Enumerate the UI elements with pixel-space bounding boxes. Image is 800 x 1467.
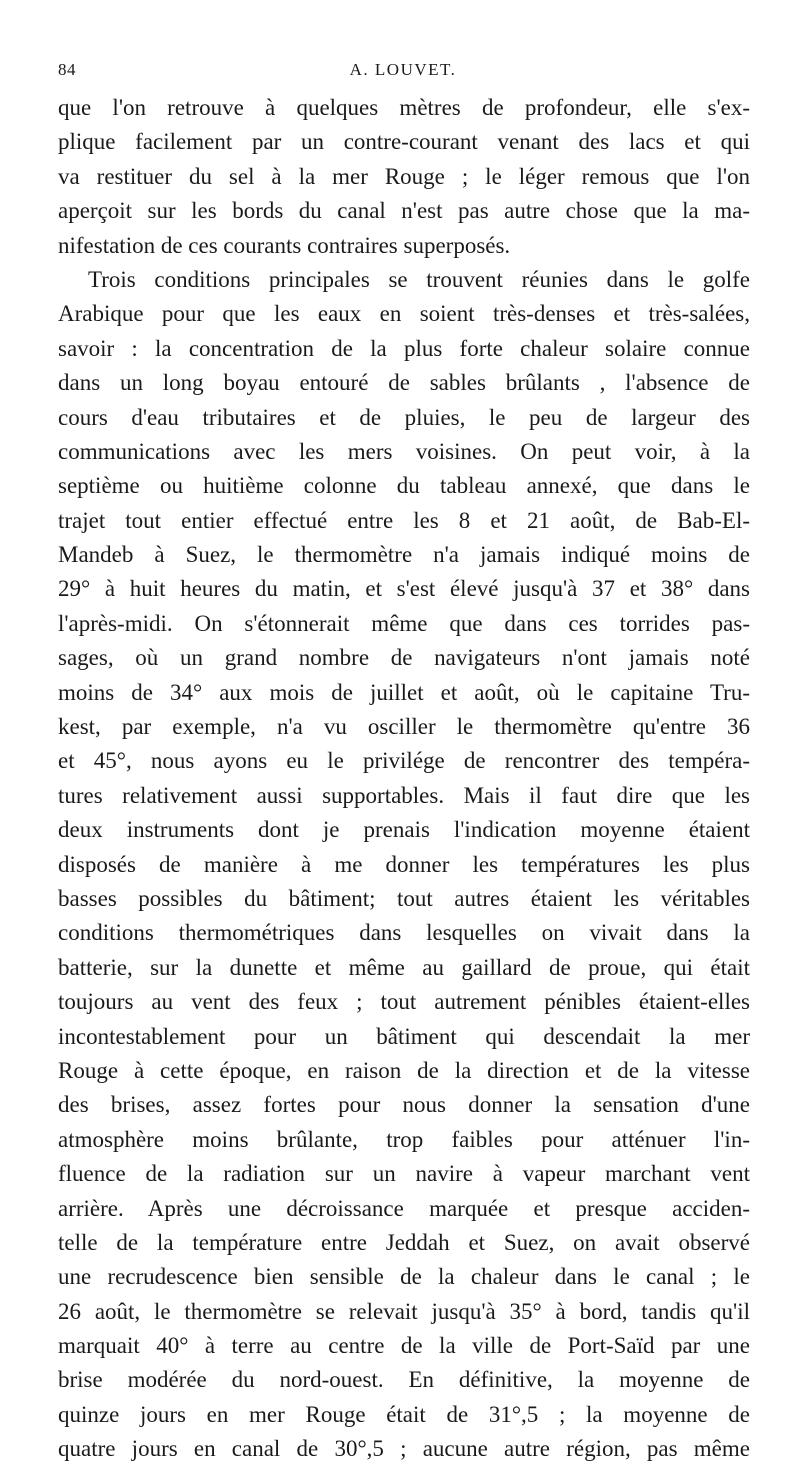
text-line: aperçoit sur les bords du canal n'est pas autre chose que la ma- — [58, 198, 750, 224]
text-line: Rouge à cette époque, en raison de la direction et de la vitesse — [58, 1057, 750, 1083]
text-line: dans un long boyau entouré de sables brûlants , l'absence de — [58, 370, 750, 396]
text-line: des brises, assez fortes pour nous donner la sensation d'une — [58, 1092, 750, 1118]
text-line: incontestablement pour un bâtiment qui descendait la mer — [58, 1023, 750, 1049]
text-line: l'après-midi. On s'étonnerait même que dans ces torrides pas- — [58, 610, 750, 636]
text-line: deux instruments dont je prenais l'indication moyenne étaient — [58, 817, 750, 843]
running-head: A. LOUVET. — [349, 60, 457, 79]
text-line: 26 août, le thermomètre se relevait jusqu'à 35° à bord, tandis qu'il — [58, 1298, 750, 1324]
text-line: communications avec les mers voisines. On peut voir, à la — [58, 438, 750, 464]
text-line: quatre jours en canal de 30°,5 ; aucune autre région, pas même — [58, 1436, 750, 1462]
text-line: une recrudescence bien sensible de la chaleur dans le canal ; le — [58, 1264, 750, 1290]
text-line: conditions thermométriques dans lesquelles on vivait dans la — [58, 920, 750, 946]
text-line: va restituer du sel à la mer Rouge ; le léger remous que l'on — [58, 163, 750, 189]
text-line: Mandeb à Suez, le thermomètre n'a jamais indiqué moins de — [58, 542, 750, 568]
text-line: trajet tout entier effectué entre les 8 et 21 août, de Bab-El- — [58, 507, 750, 533]
text-line: marquait 40° à terre au centre de la ville de Port-Saïd par une — [58, 1333, 750, 1359]
text-line: disposés de manière à me donner les températures les plus — [58, 851, 750, 877]
page-number: 84 — [58, 60, 76, 79]
text-line: plique facilement par un contre-courant venant des lacs et qui — [58, 129, 750, 155]
text-line: que l'on retrouve à quelques mètres de profondeur, elle s'ex- — [58, 95, 750, 120]
text-line: quinze jours en mer Rouge était de 31°,5 ; la moyenne de — [58, 1401, 750, 1427]
paragraph-start-line: Trois conditions principales se trouvent réunies dans le golfe — [88, 266, 750, 292]
text-line: nifestation de ces courants contraires superposés. — [58, 232, 511, 258]
text-line: atmosphère moins brûlante, trop faibles pour atténuer l'in- — [58, 1126, 750, 1152]
text-line: 29° à huit heures du matin, et s'est élevé jusqu'à 37 et 38° dans — [58, 576, 750, 602]
text-line: Arabique pour que les eaux en soient très-denses et très-salées, — [58, 301, 750, 327]
page-header — [58, 60, 748, 88]
text-line: toujours au vent des feux ; tout autrement pénibles étaient-elles — [58, 989, 750, 1015]
text-line: telle de la température entre Jeddah et Suez, on avait observé — [58, 1229, 750, 1255]
text-line: tures relativement aussi supportables. Mais il faut dire que les — [58, 782, 750, 808]
text-line: batterie, sur la dunette et même au gaillard de proue, qui était — [58, 954, 750, 980]
text-line: sages, où un grand nombre de navigateurs n'ont jamais noté — [58, 645, 750, 671]
text-line: kest, par exemple, n'a vu osciller le thermomètre qu'entre 36 — [58, 714, 750, 740]
text-line: arrière. Après une décroissance marquée et presque acciden- — [58, 1195, 750, 1221]
text-line: savoir : la concentration de la plus forte chaleur solaire connue — [58, 335, 750, 361]
text-line: septième ou huitième colonne du tableau annexé, que dans le — [58, 473, 750, 499]
text-line: brise modérée du nord-ouest. En définitive, la moyenne de — [58, 1367, 750, 1393]
text-line: moins de 34° aux mois de juillet et août, où le capitaine Tru- — [58, 679, 750, 705]
text-line: cours d'eau tributaires et de pluies, le peu de largeur des — [58, 404, 750, 430]
text-line: et 45°, nous ayons eu le privilége de rencontrer des tempéra- — [58, 748, 750, 774]
text-line: basses possibles du bâtiment; tout autres étaient les véritables — [58, 885, 750, 911]
text-line: fluence de la radiation sur un navire à vapeur marchant vent — [58, 1161, 750, 1187]
body-text — [58, 91, 750, 1467]
